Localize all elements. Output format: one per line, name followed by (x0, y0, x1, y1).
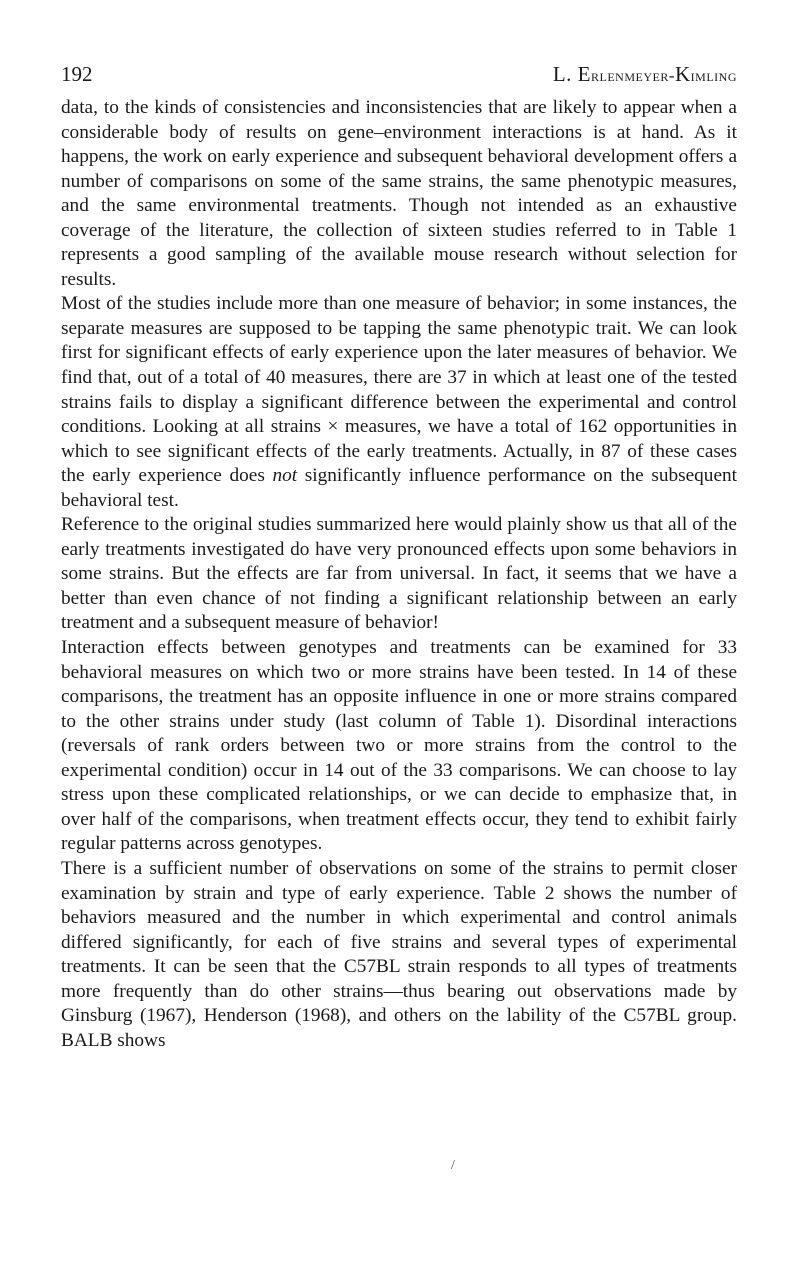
running-head (553, 62, 737, 87)
running-head-part-2: imling (690, 66, 737, 85)
paragraph-2-tail: significantly influence performance on the subsequent behavioral test. (61, 465, 737, 511)
running-head-initial-2: K (675, 62, 691, 86)
book-page (61, 62, 737, 1053)
paragraph-1: data, to the kinds of consistencies and inconsistencies that are likely to appear when a considerable body of results on gene–environment interactions is at hand. As it happens, the work on early experience and subsequent behavioral development offers a number of comparisons on some of the same strains, the same phenotypic measures, and the same environmental treatments. Though not intended as an exhaustive coverage of the literature, the collection of sixteen studies referred to in Table 1 represents a good sampling of the available mouse research without selection for results. (61, 97, 737, 290)
paragraph-2-emphasis: not (272, 465, 298, 487)
paragraph-2-text: Most of the studies include more than one measure of behavior; in some instances, the separate measures are supposed to be tapping the same phenotypic trait. We can look first for significant effects of early experience upon the later measures of behavior. We find that, out of a total of 40 measures, there are 37 in which at least one of the tested strains fails to display a significant difference between the experimental and control conditions. Looking at all strains × measures, we have a total of 162 opportunities in which to see significant effects of the early treatments. Actually, in 87 of these cases the early experience does (61, 293, 737, 487)
running-head-initial: L. E (552, 62, 591, 86)
page-number: 192 (61, 62, 93, 86)
running-head-part-1: rlenmeyer- (591, 66, 675, 85)
stray-mark: / (451, 1158, 455, 1173)
paragraph-4: Interaction effects between genotypes and treatments can be examined for 33 behavioral measures on which two or more strains have been tested. In 14 of these comparisons, the treatment has an opposite influence in one or more strains compared to the other strains under study (last column of Table 1). Disordinal interactions (reversals of rank orders between two or more strains from the control to the experimental condition) occur in 14 out of the 33 comparisons. We can choose to lay stress upon these complicated relationships, or we can decide to emphasize that, in over half of the comparisons, when treatment effects occur, they tend to exhibit fairly regular patterns across genotypes. (61, 637, 737, 855)
page-header (61, 62, 737, 96)
body-text (61, 96, 737, 1053)
paragraph-2 (61, 292, 737, 513)
paragraph-5: There is a sufficient number of observations on some of the strains to permit closer examination by strain and type of early experience. Table 2 shows the number of behaviors measured and the number in which experimental and control animals differed significantly, for each of five strains and several types of experimental treatments. It can be seen that the C57BL strain responds to all types of treatments more frequently than do other strains—thus bearing out observations made by Ginsburg (1967), Henderson (1968), and others on the lability of the C57BL group. BALB shows (61, 857, 737, 1051)
paragraph-3: Reference to the original studies summarized here would plainly show us that all of the early treatments investigated do have very pronounced effects upon some behaviors in some strains. But the effects are far from universal. In fact, it seems that we have a better than even chance of not finding a significant relationship between an early treatment and a subsequent measure of behavior! (61, 514, 737, 634)
